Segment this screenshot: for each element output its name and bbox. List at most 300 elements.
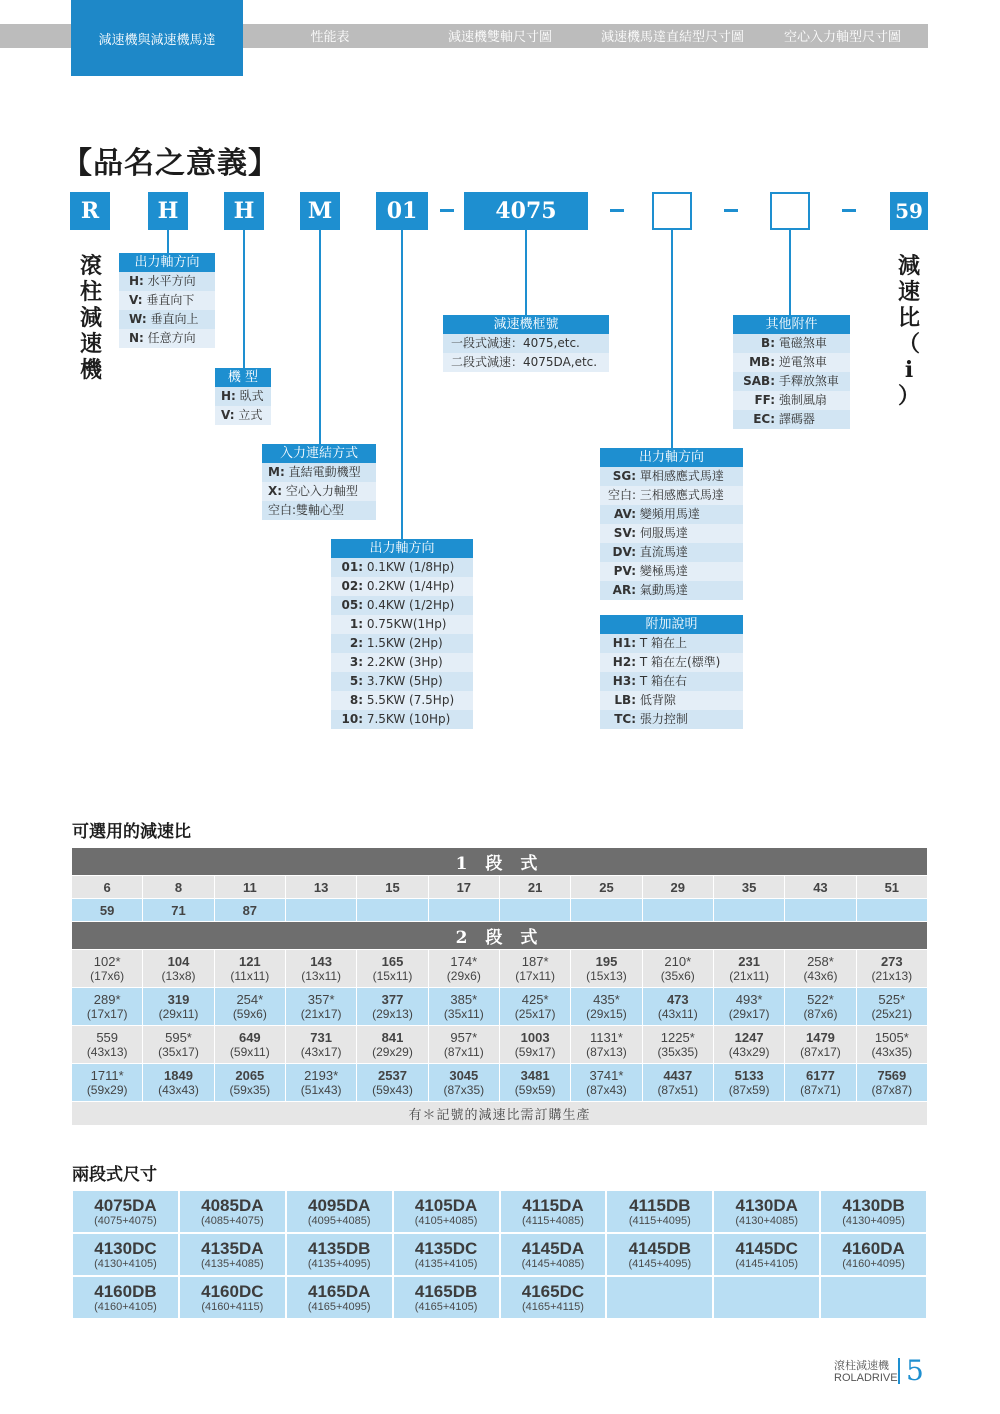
code-ratio: 59 — [890, 192, 928, 230]
ratio-factors: (59x43) — [372, 1082, 413, 1097]
ratio-cell — [499, 950, 570, 988]
ratio-value: 957* — [450, 1029, 478, 1045]
ratio-cell — [571, 1026, 642, 1064]
ratio-cell — [785, 1026, 856, 1064]
ratio-cell — [214, 950, 285, 988]
ratio-cell — [856, 988, 927, 1026]
ratio-cell — [785, 988, 856, 1026]
ratio-cell — [856, 1026, 927, 1064]
ratio-value: 1003 — [520, 1029, 550, 1045]
legend-row: AR: 氣動馬達 — [600, 581, 743, 600]
ratio-cell: 6 — [72, 876, 143, 899]
code-letter-input: M — [300, 192, 340, 230]
ratio-cell: 8 — [143, 876, 214, 899]
ratio-cell — [72, 988, 143, 1026]
ratio-cell: 35 — [713, 876, 784, 899]
ratio-value: 231 — [738, 953, 760, 969]
ratio-value: 1247 — [734, 1029, 764, 1045]
ratio-cell — [143, 988, 214, 1026]
legend-header: 附加說明 — [600, 615, 743, 634]
size-model: 4135DB — [308, 1238, 371, 1258]
size-combination: (4105+4085) — [414, 1214, 478, 1227]
ratio-cell — [72, 950, 143, 988]
code-dash — [610, 209, 624, 212]
ratio-cell — [856, 1064, 927, 1102]
legend-row: H1: T 箱在上 — [600, 634, 743, 653]
size-cell — [606, 1190, 713, 1233]
ratio-factors: (43x17) — [300, 1044, 342, 1059]
legend-header: 其他附件 — [733, 315, 850, 334]
ratio-factors: (43x29) — [728, 1044, 770, 1059]
ratio-value: 841 — [381, 1029, 404, 1045]
size-row — [72, 1190, 927, 1233]
size-combination: (4165+4095) — [307, 1300, 371, 1313]
one-stage-band-label: 1 段 式 — [72, 848, 928, 876]
ratio-factors: (43x6) — [803, 968, 838, 983]
size-model: 4115DA — [522, 1195, 584, 1215]
size-model: 4130DB — [842, 1195, 905, 1215]
size-combination: (4160+4095) — [842, 1257, 905, 1270]
legend-row: W: 垂直向上 — [119, 310, 215, 329]
legend-row: 5: 3.7KW (5Hp) — [331, 672, 473, 691]
ratio-cell: 71 — [143, 899, 214, 922]
legend-row: SAB: 手釋放煞車 — [733, 372, 850, 391]
size-combination: (4165+4105) — [414, 1300, 478, 1313]
ratio-factors: (59x6) — [232, 1006, 267, 1021]
ratio-cell — [357, 899, 428, 922]
ratio-value: 174* — [450, 953, 478, 969]
ratio-factors: (29x6) — [446, 968, 481, 983]
ratio-factors: (43x13) — [86, 1044, 128, 1059]
size-combination: (4145+4105) — [735, 1257, 799, 1270]
legend-row: X: 空心入力軸型 — [262, 482, 376, 501]
ratio-value: 165 — [381, 953, 404, 969]
ratio-cell — [357, 1026, 428, 1064]
legend-row: LB: 低背隙 — [600, 691, 743, 710]
size-model: 4145DA — [521, 1238, 585, 1258]
size-model: 4115DB — [629, 1195, 691, 1215]
ratio-cell — [357, 950, 428, 988]
connector-line — [319, 230, 321, 444]
ratio-row — [72, 899, 928, 922]
ratio-value: 559 — [96, 1029, 119, 1045]
size-combination: (4165+4115) — [522, 1300, 584, 1313]
ratio-cell: 51 — [856, 876, 927, 899]
ratio-factors: (87x6) — [803, 1006, 838, 1021]
legend-motor-type — [600, 448, 743, 600]
legend-header: 出力軸方向 — [331, 539, 473, 558]
legend-row: 3: 2.2KW (3Hp) — [331, 653, 473, 672]
ratio-cell — [143, 950, 214, 988]
size-cell — [713, 1276, 820, 1319]
size-combination: (4160+4115) — [201, 1300, 264, 1313]
code-letter-model: H — [224, 192, 264, 230]
ratio-cell — [713, 988, 784, 1026]
legend-row: H: 臥式 — [215, 387, 271, 406]
ratio-value: 3481 — [520, 1067, 550, 1083]
ratio-cell: 21 — [499, 876, 570, 899]
code-letter-output-dir: H — [148, 192, 188, 230]
ratio-cell — [428, 899, 499, 922]
top-nav — [0, 24, 928, 48]
nav-tab-reducers[interactable]: 減速機與減速機馬達 — [71, 0, 243, 76]
ratio-cell — [499, 899, 570, 922]
size-model: 4105DA — [414, 1195, 478, 1215]
legend-row: 05: 0.4KW (1/2Hp) — [331, 596, 473, 615]
ratio-value: 195 — [595, 953, 618, 969]
ratio-factors: (35x35) — [657, 1044, 699, 1059]
ratio-factors: (59x35) — [229, 1082, 271, 1097]
ratio-factors: (25x21) — [871, 1006, 913, 1021]
legend-row: 8: 5.5KW (7.5Hp) — [331, 691, 473, 710]
ratio-cell — [642, 899, 713, 922]
ratio-value: 143 — [310, 953, 332, 969]
code-motor-type-slot — [652, 192, 692, 230]
ratio-note: 有＊記號的減速比需訂購生產 — [72, 1102, 928, 1126]
size-combination: (4130+4085) — [735, 1214, 799, 1227]
ratio-value: 357* — [307, 991, 335, 1007]
ratio-value: 385* — [450, 991, 478, 1007]
connector-line — [671, 230, 673, 448]
connector-line — [401, 230, 403, 539]
ratio-cell: 43 — [785, 876, 856, 899]
ratio-value: 210* — [664, 953, 692, 969]
size-model: 4160DA — [842, 1238, 905, 1258]
code-dash — [724, 209, 738, 212]
legend-row: H2: T 箱在左(標準) — [600, 653, 743, 672]
size-combination: (4085+4075) — [200, 1214, 264, 1227]
legend-row: 空白:雙軸心型 — [262, 501, 376, 520]
size-table — [71, 1189, 928, 1320]
ratio-cell: 11 — [214, 876, 285, 899]
size-model: 4165DB — [414, 1281, 478, 1301]
ratio-factors: (87x87) — [871, 1082, 913, 1097]
code-frame: 4075 — [464, 192, 588, 230]
ratio-label-vertical: 減 速 比 （ i ） — [897, 253, 920, 409]
legend-row: M: 直結電動機型 — [262, 463, 376, 482]
ratio-section-title: 可選用的減速比 — [72, 822, 191, 842]
ratio-factors: (43x35) — [871, 1044, 913, 1059]
legend-model — [215, 368, 271, 425]
ratio-value: 595* — [165, 1029, 192, 1045]
size-cell — [72, 1233, 179, 1276]
ratio-factors: (29x15) — [586, 1006, 627, 1021]
ratio-value: 1505* — [874, 1029, 909, 1045]
nav-tab-direct-motor[interactable]: 減速機馬達直結型尺寸圖 — [600, 30, 744, 45]
ratio-cell — [785, 950, 856, 988]
size-combination: (4135+4095) — [307, 1257, 371, 1270]
connector-line — [525, 230, 527, 315]
ratio-factors: (87x43) — [586, 1082, 627, 1097]
size-model: 4130DA — [735, 1195, 798, 1215]
nav-tab-performance[interactable]: 性能表 — [310, 30, 350, 45]
ratio-value: 254* — [236, 991, 264, 1007]
legend-row: EC: 譯碼器 — [733, 410, 850, 429]
ratio-cell — [713, 1064, 784, 1102]
size-row — [72, 1276, 927, 1319]
legend-row: MB: 逆電煞車 — [733, 353, 850, 372]
size-model: 4075DA — [94, 1195, 157, 1215]
ratio-value: 273 — [880, 953, 903, 969]
legend-row: FF: 強制風扇 — [733, 391, 850, 410]
connector-line — [789, 230, 791, 315]
ratio-row — [72, 876, 928, 899]
footer-brand: 滾柱減速機 ROLADRIVE — [834, 1360, 898, 1384]
size-combination: (4115+4085) — [522, 1214, 584, 1227]
ratio-cell — [143, 1026, 214, 1064]
legend-row: AV: 變頻用馬達 — [600, 505, 743, 524]
size-combination: (4145+4085) — [521, 1257, 585, 1270]
legend-row: SG: 單相感應式馬達 — [600, 467, 743, 486]
size-cell — [606, 1276, 713, 1319]
ratio-factors: (17x6) — [90, 968, 125, 983]
ratio-factors: (35x17) — [158, 1044, 199, 1059]
ratio-factors: (29x13) — [372, 1006, 413, 1021]
legend-row: 01: 0.1KW (1/8Hp) — [331, 558, 473, 577]
ratio-factors: (11x11) — [230, 968, 270, 983]
ratio-cell — [642, 1064, 713, 1102]
ratio-value: 3045 — [449, 1067, 479, 1083]
size-combination: (4130+4105) — [94, 1257, 157, 1270]
legend-row: TC: 張力控制 — [600, 710, 743, 729]
size-cell — [393, 1190, 500, 1233]
ratio-value: 525* — [878, 991, 906, 1007]
ratio-cell — [856, 950, 927, 988]
ratio-row — [72, 1064, 928, 1102]
legend-row: PV: 變極馬達 — [600, 562, 743, 581]
legend-row: H3: T 箱在右 — [600, 672, 743, 691]
legend-row: H: 水平方向 — [119, 272, 215, 291]
legend-header: 入力連結方式 — [262, 444, 376, 463]
size-model: 4165DC — [521, 1281, 585, 1301]
size-cell — [606, 1233, 713, 1276]
ratio-cell — [713, 899, 784, 922]
ratio-factors: (35x11) — [443, 1006, 484, 1021]
size-model: 4095DA — [308, 1195, 371, 1215]
ratio-cell — [571, 950, 642, 988]
size-model: 4145DB — [628, 1238, 691, 1258]
ratio-factors: (59x11) — [229, 1044, 270, 1059]
connector-line — [243, 230, 245, 368]
ratio-factors: (87x35) — [443, 1082, 485, 1097]
ratio-value: 258* — [807, 953, 834, 969]
legend-row: 02: 0.2KW (1/4Hp) — [331, 577, 473, 596]
legend-row: 2: 1.5KW (2Hp) — [331, 634, 473, 653]
ratio-cell — [428, 950, 499, 988]
ratio-value: 1131* — [589, 1029, 623, 1045]
page-title: 【品名之意義】 — [62, 146, 279, 181]
ratio-factors: (87x59) — [728, 1082, 770, 1097]
ratio-cell — [72, 1064, 143, 1102]
ratio-factors: (87x17) — [800, 1044, 841, 1059]
ratio-value: 1711* — [90, 1067, 124, 1083]
ratio-factors: (59x59) — [514, 1082, 556, 1097]
ratio-value: 435* — [593, 991, 620, 1007]
ratio-factors: (59x17) — [514, 1044, 556, 1059]
ratio-value: 2537 — [378, 1067, 407, 1083]
size-row — [72, 1233, 927, 1276]
legend-row: 二段式減速：4075DA,etc. — [443, 353, 609, 372]
ratio-factors: (25x17) — [514, 1006, 556, 1021]
legend-row: SV: 伺服馬達 — [600, 524, 743, 543]
ratio-cell — [357, 1064, 428, 1102]
ratio-cell — [285, 950, 356, 988]
ratio-value: 2065 — [235, 1067, 265, 1083]
one-stage-band — [72, 848, 928, 876]
ratio-factors: (51x43) — [300, 1082, 342, 1097]
ratio-row — [72, 988, 928, 1026]
legend-input-connection — [262, 444, 376, 520]
connector-line — [167, 230, 169, 254]
legend-output-power — [331, 539, 473, 729]
size-cell — [286, 1276, 393, 1319]
ratio-cell — [642, 950, 713, 988]
size-cell — [286, 1190, 393, 1233]
footer-divider — [898, 1358, 900, 1384]
size-cell — [72, 1190, 179, 1233]
ratio-value: 5133 — [734, 1067, 764, 1083]
size-model: 4135DA — [201, 1238, 264, 1258]
ratio-factors: (87x71) — [800, 1082, 841, 1097]
ratio-table — [71, 847, 928, 1126]
ratio-cell: 25 — [571, 876, 642, 899]
ratio-cell — [428, 1064, 499, 1102]
ratio-cell — [856, 899, 927, 922]
ratio-cell — [285, 1064, 356, 1102]
ratio-cell — [214, 1064, 285, 1102]
ratio-factors: (21x17) — [300, 1006, 342, 1021]
ratio-factors: (15x11) — [372, 968, 413, 983]
legend-row: 一段式減速：4075,etc. — [443, 334, 609, 353]
ratio-cell — [214, 1026, 285, 1064]
ratio-factors: (87x13) — [586, 1044, 627, 1059]
ratio-cell — [72, 1026, 143, 1064]
ratio-cell — [571, 1064, 642, 1102]
code-power: 01 — [376, 192, 428, 230]
ratio-cell — [571, 899, 642, 922]
size-cell — [713, 1190, 820, 1233]
ratio-factors: (13x8) — [161, 968, 196, 983]
code-dash — [842, 209, 856, 212]
size-combination: (4145+4095) — [628, 1257, 692, 1270]
legend-additional — [600, 615, 743, 729]
size-model: 4130DC — [94, 1238, 157, 1258]
ratio-factors: (43x43) — [158, 1082, 199, 1097]
ratio-value: 3741* — [589, 1067, 624, 1083]
ratio-cell: 29 — [642, 876, 713, 899]
ratio-value: 7569 — [877, 1067, 907, 1083]
size-combination: (4135+4105) — [414, 1257, 478, 1270]
ratio-cell: 15 — [357, 876, 428, 899]
ratio-value: 731 — [310, 1029, 332, 1045]
two-stage-band — [72, 922, 928, 950]
ratio-value: 1849 — [164, 1067, 193, 1083]
ratio-factors: (29x11) — [158, 1006, 199, 1021]
ratio-value: 473 — [666, 991, 689, 1007]
ratio-value: 104 — [167, 953, 190, 969]
ratio-cell — [143, 1064, 214, 1102]
legend-row: B: 電磁煞車 — [733, 334, 850, 353]
ratio-cell: 87 — [214, 899, 285, 922]
legend-header: 減速機框號 — [443, 315, 609, 334]
code-dash — [440, 209, 454, 212]
ratio-cell — [571, 988, 642, 1026]
size-cell — [500, 1276, 607, 1319]
ratio-factors: (59x29) — [86, 1082, 128, 1097]
ratio-factors: (15x13) — [586, 968, 627, 983]
legend-row: 1: 0.75KW(1Hp) — [331, 615, 473, 634]
legend-header: 出力軸方向 — [600, 448, 743, 467]
ratio-factors: (17x11) — [515, 968, 556, 983]
size-cell — [393, 1233, 500, 1276]
code-accessory-slot — [770, 192, 810, 230]
ratio-factors: (35x6) — [660, 968, 695, 983]
product-name-vertical: 滾 柱 減 速 機 — [79, 253, 102, 383]
nav-tab-hollow-input[interactable]: 空心入力軸型尺寸圖 — [783, 30, 901, 45]
two-stage-band-label: 2 段 式 — [72, 922, 928, 950]
ratio-cell — [499, 1064, 570, 1102]
ratio-row — [72, 1026, 928, 1064]
size-cell — [286, 1233, 393, 1276]
ratio-value: 289* — [93, 991, 121, 1007]
legend-output-direction — [119, 253, 215, 348]
legend-frame — [443, 315, 609, 372]
size-combination: (4095+4085) — [307, 1214, 371, 1227]
ratio-value: 493* — [735, 991, 763, 1007]
size-cell — [500, 1190, 607, 1233]
nav-tab-dual-shaft[interactable]: 減速機雙軸尺寸圖 — [447, 30, 552, 45]
ratio-value: 2193* — [304, 1067, 339, 1083]
page-number: 5 — [906, 1354, 924, 1387]
legend-header: 出力軸方向 — [119, 253, 215, 272]
size-combination: (4075+4075) — [94, 1214, 157, 1227]
size-cell — [820, 1233, 927, 1276]
size-cell — [500, 1233, 607, 1276]
ratio-value: 102* — [93, 953, 121, 969]
legend-header: 機 型 — [215, 368, 271, 387]
size-model: 4145DC — [735, 1238, 798, 1258]
ratio-value: 319 — [167, 991, 190, 1007]
ratio-value: 1479 — [805, 1029, 835, 1045]
size-combination: (4135+4085) — [200, 1257, 264, 1270]
ratio-value: 187* — [521, 953, 549, 969]
ratio-value: 522* — [807, 991, 834, 1007]
ratio-cell — [499, 1026, 570, 1064]
ratio-note-row — [72, 1102, 928, 1126]
legend-row: 空白: 三相感應式馬達 — [600, 486, 743, 505]
legend-row: N: 任意方向 — [119, 329, 215, 348]
ratio-cell — [428, 988, 499, 1026]
size-section-title: 兩段式尺寸 — [72, 1165, 157, 1185]
size-cell — [179, 1276, 286, 1319]
ratio-value: 377 — [381, 991, 404, 1007]
ratio-factors: (17x17) — [86, 1006, 128, 1021]
size-model: 4135DC — [414, 1238, 478, 1258]
size-combination: (4130+4095) — [842, 1214, 905, 1227]
legend-row: V: 垂直向下 — [119, 291, 215, 310]
ratio-value: 425* — [521, 991, 549, 1007]
size-combination: (4160+4105) — [94, 1300, 157, 1313]
ratio-cell — [428, 1026, 499, 1064]
ratio-value: 6177 — [805, 1067, 835, 1083]
ratio-factors: (29x29) — [372, 1044, 413, 1059]
ratio-value: 121 — [238, 953, 261, 969]
ratio-cell — [785, 1064, 856, 1102]
ratio-value: 4437 — [663, 1067, 693, 1083]
ratio-factors: (87x51) — [657, 1082, 699, 1097]
size-model: 4165DA — [308, 1281, 371, 1301]
size-model: 4160DC — [201, 1281, 264, 1301]
